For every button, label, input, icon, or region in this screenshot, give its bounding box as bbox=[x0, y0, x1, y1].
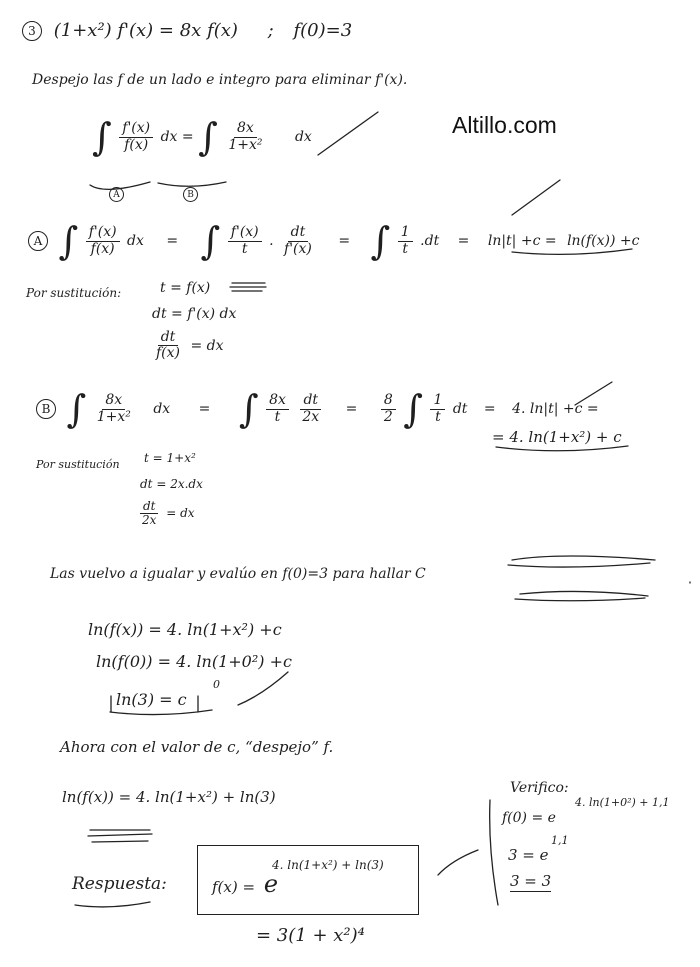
strike-scribble bbox=[508, 556, 655, 601]
part-a-subst-2: dt = f'(x) dx bbox=[152, 306, 237, 322]
verify-line-3: 3 = 3 bbox=[510, 872, 552, 890]
part-b-result: = 4. ln(1+x²) + c bbox=[492, 428, 622, 446]
underline-stroke bbox=[158, 182, 226, 186]
underline-stroke bbox=[496, 446, 628, 451]
part-b-label: B bbox=[36, 399, 56, 419]
answer-exponent: 4. ln(1+x²) + ln(3) bbox=[272, 858, 384, 872]
part-a-subst-1: t = f(x) bbox=[160, 280, 211, 296]
setup-integrals: ∫ $\frac{f'(x)}{f(x)}$ dx = ∫ $\frac{8x}{\text{1+x²}}$ dx bbox=[92, 115, 312, 159]
intro-text: Despejo las f de un lado e integro para eliminar f'(x). bbox=[32, 72, 408, 88]
now-text: Ahora con el valor de c, “despejo” f. bbox=[60, 738, 334, 756]
check-mark bbox=[512, 180, 560, 215]
answer-label: Respuesta: bbox=[72, 874, 167, 894]
part-b-subst-2: dt = 2x.dx bbox=[140, 477, 203, 491]
evaluate-line-3: ln(3) = c bbox=[116, 690, 187, 709]
brace-stroke bbox=[490, 800, 498, 905]
answer-formula: f(x) = e bbox=[212, 870, 279, 898]
setup-label-a: A bbox=[109, 187, 130, 202]
verify-line-2-exponent: 1,1 bbox=[551, 834, 569, 847]
initial-condition: f(0)=3 bbox=[293, 20, 353, 41]
differential-equation: (1+x²) f'(x) = 8x f(x) bbox=[53, 20, 238, 41]
part-a-subst-label: Por sustitución: bbox=[26, 286, 122, 300]
separator: ; bbox=[267, 20, 274, 41]
strike-scribble bbox=[88, 830, 152, 842]
part-a-label: A bbox=[28, 231, 48, 251]
setup-lhs-fraction: $\frac{f'(x)}{f(x)}$ bbox=[119, 121, 153, 153]
evaluate-line-1: ln(f(x)) = 4. ln(1+x²) +c bbox=[88, 620, 282, 639]
watermark: Altillo.com bbox=[452, 112, 557, 138]
check-mark bbox=[438, 850, 478, 875]
verify-line-1: f(0) = e bbox=[502, 810, 556, 826]
now-equation: ln(f(x)) = 4. ln(1+x²) + ln(3) bbox=[62, 788, 276, 806]
part-a-result: ln(f(x)) +c bbox=[567, 233, 640, 249]
problem-header bbox=[22, 20, 352, 41]
part-b-line: B ∫ $\frac{8x}{\text{1+x²}}$ dx = ∫ $\frac{8x}{t}$ $\frac{dt}{2x}$ = $\frac{8}{2}$ ∫ $\frac{1}{t}$ dt = 4. ln|t| +c = bbox=[36, 390, 599, 428]
setup-label-b: B bbox=[183, 187, 204, 202]
part-b-subst-1: t = 1+x² bbox=[144, 451, 196, 465]
strike-scribble bbox=[230, 283, 266, 291]
check-mark bbox=[238, 672, 288, 705]
part-b-subst-3: $\frac{dt}{2x}$ = dx bbox=[136, 500, 195, 527]
setup-rhs-fraction: $\frac{8x}{\text{1+x²}}$ bbox=[228, 120, 263, 153]
verify-line-2: 3 = e bbox=[508, 846, 549, 864]
evaluate-zero-note: 0 bbox=[213, 678, 220, 691]
verify-line-1-exponent: 4. ln(1+0²) + 1,1 bbox=[575, 796, 670, 809]
check-mark bbox=[318, 112, 378, 155]
part-b-subst-label: Por sustitución bbox=[36, 458, 120, 471]
verify-title: Verifico: bbox=[510, 780, 569, 796]
part-a-line: A ∫ $\frac{f'(x)}{f(x)}$ dx = ∫ $\frac{f'(x)}{t}$ . $\frac{dt}{f'(x)}$ = ∫ $\frac{1}{t}$ .dt = ln|t| +c = ln(f(x)) +c bbox=[28, 222, 640, 260]
evaluate-line-2: ln(f(0)) = 4. ln(1+0²) +c bbox=[96, 652, 292, 671]
problem-number: 3 bbox=[22, 21, 42, 41]
evaluate-text: Las vuelvo a igualar y evalúo en f(0)=3 para hallar C bbox=[50, 566, 426, 582]
underline-stroke bbox=[110, 710, 212, 715]
integral-sign: ∫ bbox=[198, 115, 218, 159]
underline-stroke bbox=[75, 902, 150, 907]
answer-simplified: = 3(1 + x²)⁴ bbox=[256, 925, 365, 946]
part-a-subst-3: $\frac{dt}{f(x)}$ = dx bbox=[156, 329, 224, 362]
integral-sign: ∫ bbox=[92, 115, 112, 159]
